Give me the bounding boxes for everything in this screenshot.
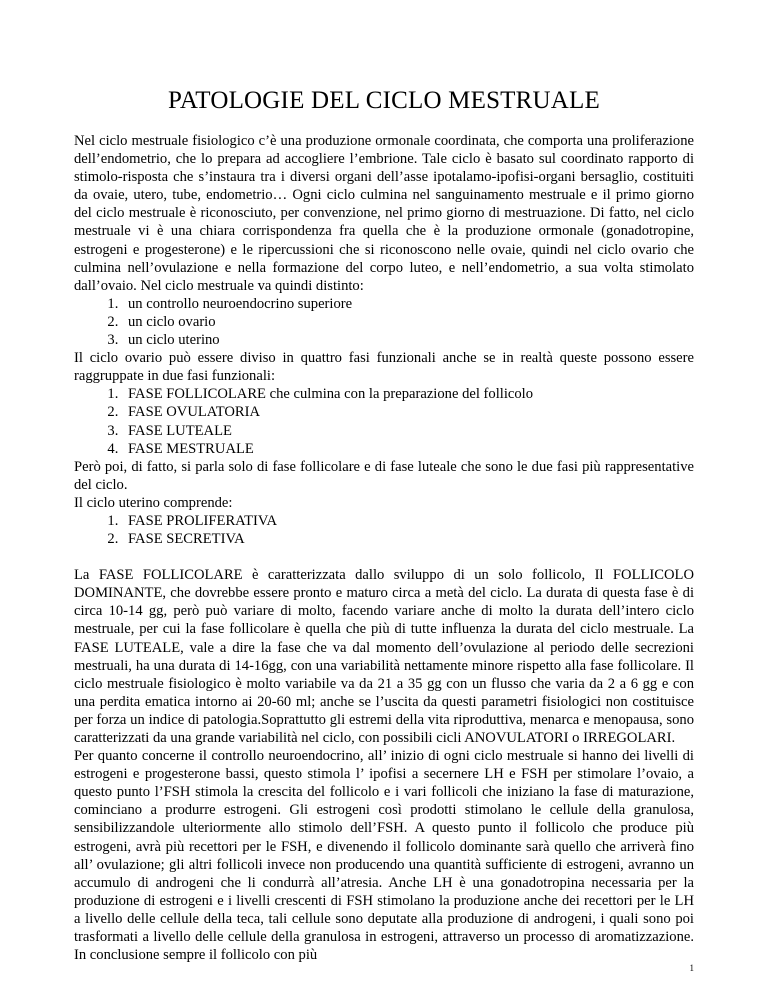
neuroendocrine-paragraph: Per quanto concerne il controllo neuroendocrino, all’ inizio di ogni ciclo mestruale si hanno dei livelli di estrogeni e progesterone bassi, questo stimola l’ ipofisi a secernere LH e FSH per stimolare l’ovaio, a questo punto l’FSH stimola la crescita del follicolo e i vari follicoli che iniziano la fase di maturazione, cominciano a produrre estrogeni. Gli estrogeni così prodotti stimolano le cellule della granulosa, sensibilizzandole ulteriormente allo stimolo dell’FSH. A questo punto il follicolo che produce più estrogeni, avrà più recettori per le FSH, e divenendo il follicolo dominante sarà quello che arriverà fino all’ ovulazione; gli altri follicoli invece non producendo una quantità sufficiente di estrogeni, avranno un accumulo di androgeni che li condurrà all’atresia. Anche LH è una gonadotropina necessaria per la produzione di estrogeni e i livelli crescenti di FSH stimolano la produzione anche dei recettori per le LH a livello delle cellule della teca, tali cellule sono deputate alla produzione di androgeni, i quali sono poi trasformati a livello delle cellule della granulosa in estrogeni, attraverso un processo di aromatizzazione. In conclusione sempre il follicolo con più xyxy=(74,748,694,964)
list-item: 3. FASE LUTEALE xyxy=(122,422,694,440)
page-number: 1 xyxy=(689,963,694,973)
paragraph-spacer xyxy=(74,548,694,566)
list-components xyxy=(74,295,694,349)
follicular-phase-paragraph: La FASE FOLLICOLARE è caratterizzata dallo sviluppo di un solo follicolo, Il FOLLICOLO DOMINANTE, che dovrebbe essere pronto e maturo circa a metà del ciclo. La durata di questa fase è di circa 10-14 gg, però può variare di molto, facendo variare anche di molto la durata dell’intero ciclo mestruale, per cui la fase follicolare è quella che più di tutte influenza la durata del ciclo mestruale. La FASE LUTEALE, vale a dire la fase che va dal momento dell’ovulazione al periodo delle secrezioni mestruali, ha una durata di 14-16gg, con una variabilità nettamente minore rispetto alla fase follicolare. Il ciclo mestruale fisiologico è molto variabile va da 21 a 35 gg con un flusso che varia da 2 a 6 gg e con una perdita ematica intorno ai 20-60 ml; anche se l’uscita da questi parametri fisiologici non costituisce per forza un indice di patologia.Soprattutto gli estremi della vita riproduttiva, menarca e menopausa, sono caratterizzati da una grande variabilità nel ciclo, con possibili cicli ANOVULATORI o IRREGOLARI. xyxy=(74,567,694,746)
document-title: PATOLOGIE DEL CICLO MESTRUALE xyxy=(168,87,600,114)
list-uterine-phases xyxy=(74,512,694,548)
list-item: 2. un ciclo ovario xyxy=(122,313,694,331)
list-item: 2. FASE OVULATORIA xyxy=(122,403,694,421)
list-item: 1. un controllo neuroendocrino superiore xyxy=(122,295,694,313)
list-item: 2. FASE SECRETIVA xyxy=(122,530,694,548)
list-item: 1. FASE FOLLICOLARE che culmina con la preparazione del follicolo xyxy=(122,385,694,403)
document-body xyxy=(74,132,694,964)
list-item: 4. FASE MESTRUALE xyxy=(122,440,694,458)
uterine-cycle-intro: Il ciclo uterino comprende: xyxy=(74,494,233,511)
ovarian-cycle-intro: Il ciclo ovario può essere diviso in quattro fasi funzionali anche se in realtà queste possono essere raggruppate in due fasi funzionali: xyxy=(74,350,694,385)
intro-paragraph: Nel ciclo mestruale fisiologico c’è una produzione ormonale coordinata, che comporta una proliferazione dell’endometrio, che lo prepara ad accogliere l’embrione. Tale ciclo è basato sul coordinato rapporto di stimolo-risposta che s’instaura tra i diversi organi dell’asse ipotalamo-ipofisi-organi bersaglio, costituiti da ovaie, utero, tube, endometrio… Ogni ciclo culmina nel sanguinamento mestruale e il primo giorno del ciclo mestruale è riconosciuto, per convenzione, nel primo giorno di mestruazione. Di fatto, nel ciclo mestruale vi è una chiara corrispondenza fra quella che è la produzione ormonale (gonadotropine, estrogeni e progesterone) e le ripercussioni che si riconoscono nelle ovaie, quindi nel ciclo ovario che culmina nell’ovulazione e nella formazione del corpo luteo, e nell’endometrio, a sua volta stimolato dall’ovaio. Nel ciclo mestruale va quindi distinto: xyxy=(74,133,694,294)
list-ovarian-phases xyxy=(74,385,694,457)
list-item: 3. un ciclo uterino xyxy=(122,331,694,349)
list-item: 1. FASE PROLIFERATIVA xyxy=(122,512,694,530)
ovarian-cycle-note: Però poi, di fatto, si parla solo di fase follicolare e di fase luteale che sono le due fasi più rappresentative del ciclo. xyxy=(74,458,694,493)
